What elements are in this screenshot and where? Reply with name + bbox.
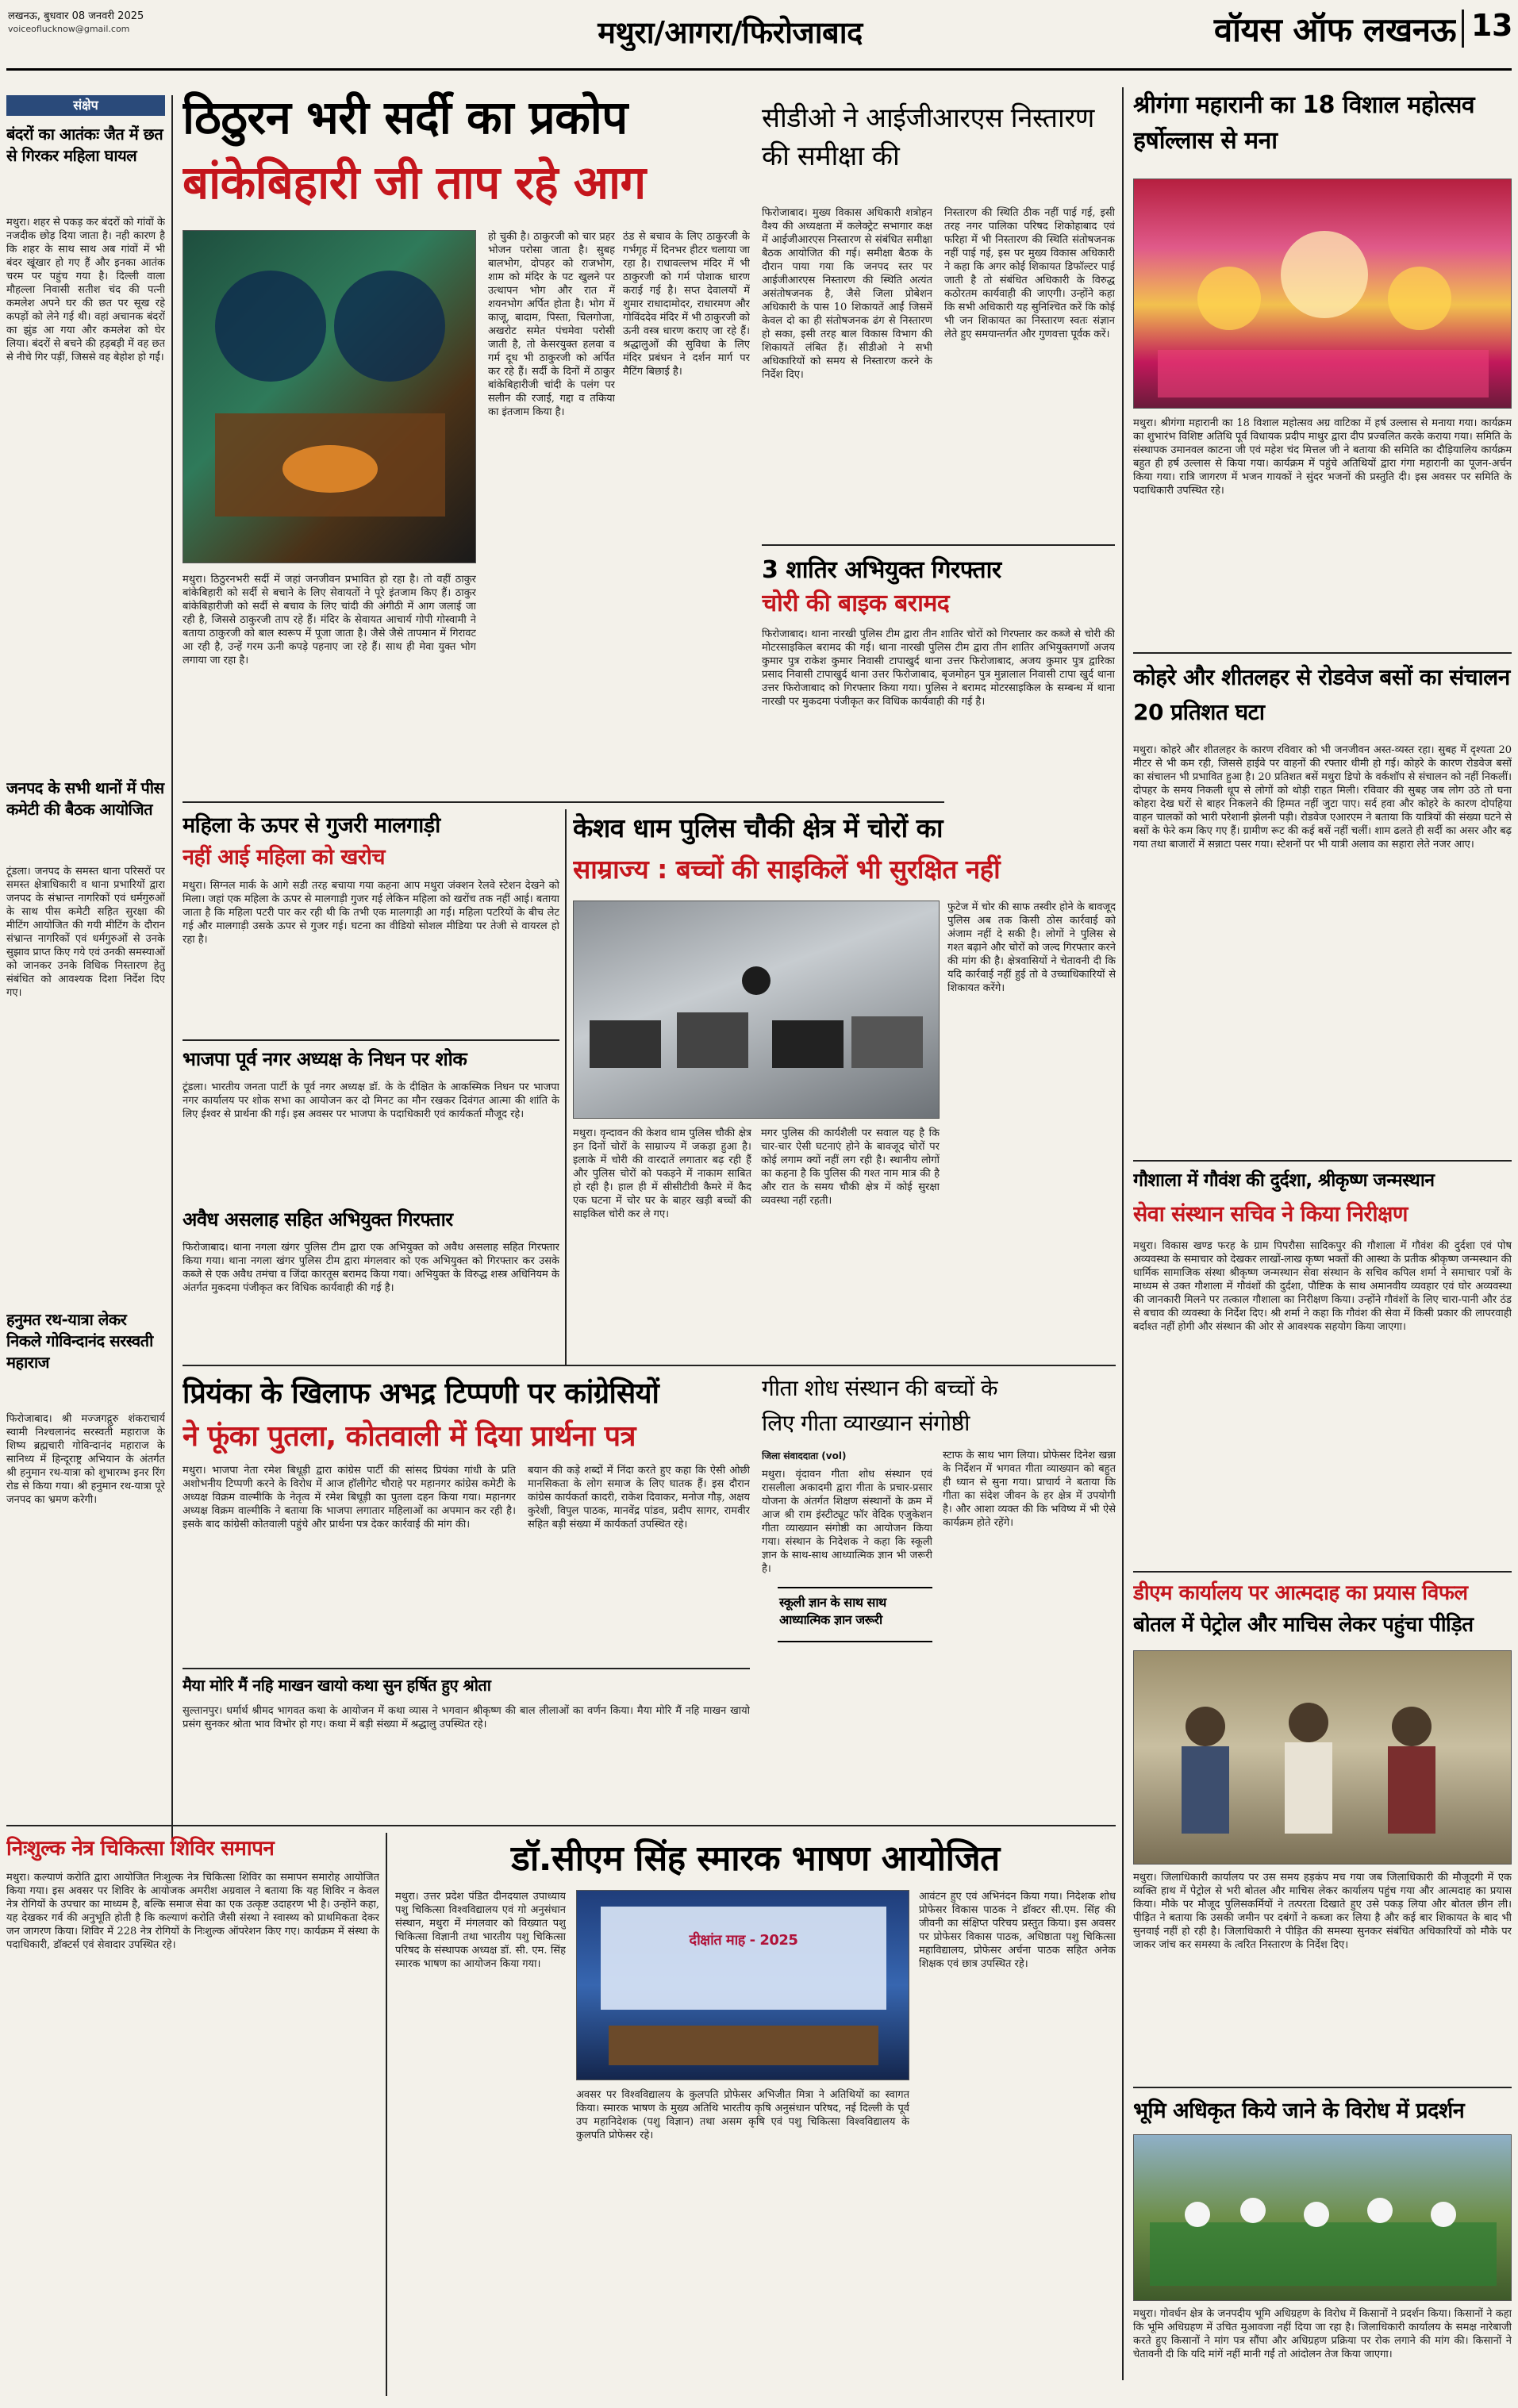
- keshav-photo: [573, 901, 940, 1119]
- brand-logo: वॉयस ऑफ लखनऊ: [1213, 10, 1456, 49]
- land-photo: [1133, 2134, 1512, 2301]
- priyanka-story: [183, 1373, 750, 1666]
- dm-office-head-1: डीएम कार्यालय पर आत्मदाह का प्रयास विफल: [1133, 1581, 1468, 1605]
- weapon-head: अवैध असलाह सहित अभियुक्त गिरफ्तार: [183, 1208, 453, 1231]
- bjp-head: भाजपा पूर्व नगर अध्यक्ष के निधन पर शोक: [183, 1048, 467, 1070]
- sdo-story: [762, 99, 1115, 543]
- lead-body-1: मथुरा। ठिठुरनभरी सर्दी में जहां जनजीवन प्रभावित हो रहा है। तो वहीं ठाकुर बांकेबिहारी को सर्दी से बचाने के लिए सेवायतों ने पूरे इंतजाम किए हैं। ठाकुर बांकेबिहारीजी को सर्दी से बचाव के लिए चांदी की अंगीठी में आग जलाई जा रही है, जिससे ठाकुरजी ताप रहे हैं। मंदिर के सेवायत आचार्य गोपी गोस्वामी ने बताया ठाकुरजी को बाल स्वरूप में पूजा जाता है। जैसे जैसे तापमान में गिरावट आ रही है, उन्हें गरम ऊनी कपड़े पहनाए जा रहे हैं। साथ ही मेवा युक्त भोग लगाया जा रहा है।: [183, 574, 476, 666]
- dm-office-body: मथुरा। जिलाधिकारी कार्यालय पर उस समय हड़कंप मच गया जब जिलाधिकारी की मौजूदगी में एक व्यक्ति हाथ में पेट्रोल से भरी बोतल और माचिस लेकर कार्यालय पहुंच गया और आत्मदाह का प्रयास किया। मौके पर मौजूद पुलिसकर्मियों ने तत्परता दिखाते हुए उसे पकड़ लिया और बोतल छीन ली। पीड़ित ने बताया कि उसकी जमीन पर दबंगों ने कब्जा कर लिया है और कई बार शिकायत के बाद भी सुनवाई नहीं हो रही है। जिलाधिकारी ने पीड़ित की समस्या सुनकर संबंधित अधिकारियों को मौके पर जाकर जांच कर समस्या के त्वरित निस्तारण के निर्देश दिए।: [1133, 1872, 1512, 1951]
- cm-singh-body-3: आवंटन हुए एवं अभिनंदन किया गया। निदेशक शोध प्रोफेसर विकास पाठक ने डॉक्टर सी.एम. सिंह की जीवनी का संक्षिप्त परिचय प्रस्तुत किया। इस अवसर पर प्रोफेसर विकास पाठक, अधिष्ठाता पशु चिकित्सा महाविद्यालय, प्रोफेसर अर्चना पाठक सहित अनेक शिक्षक एवं छात्र उपस्थित रहे।: [919, 1891, 1116, 1970]
- brand-divider: [1462, 10, 1464, 48]
- priyanka-body-2: बयान की कड़े शब्दों में निंदा करते हुए कहा कि ऐसी ओछी मानसिकता के लोग समाज के लिए घातक हैं। इस दौरान कांग्रेस कार्यकर्ता कादरी, राकेश दिवाकर, मनोज गौड़, अक्षय कुरेशी, विपुल पाठक, मानवेंद्र पांडव, प्रदीप सागर, रामवीर सहित बड़ी संख्या में कार्यकर्ता उपस्थित रहे।: [528, 1465, 750, 1530]
- dm-office-story: [1133, 1577, 1512, 2085]
- sdo-body-1: फिरोजाबाद। मुख्य विकास अधिकारी शत्रोहन वैश्य की अध्यक्षता में कलेक्ट्रेट सभागार कक्ष में आईजीआरएस निस्तारण से संबंधित समीक्षा बैठक आयोजित की गई। समीक्षा बैठक के दौरान पाया गया कि जनपद स्तर पर आईजीआरएस निस्तारण की स्थिति अत्यंत असंतोषजनक है, जैसे जिला प्रोबेशन अधिकारी के पास 10 शिकायतें आईं जिसमें केवल दो का ही संतोषजनक ढंग से निस्तारण हो सका, इसी तरह बाल विकास विभाग की शिकायतें लंबित हैं। सीडीओ ने सभी अधिकारियों को समय से निस्तारण करने के निर्देश दिए।: [762, 207, 932, 381]
- sidebar-rule: [171, 95, 173, 1841]
- maiya-body: सुल्तानपुर। धर्मार्थ श्रीमद भागवत कथा के आयोजन में कथा व्यास ने भगवान श्रीकृष्ण की बाल लीलाओं का वर्णन किया। मैया मोरि मैं नहि माखन खायो प्रसंग सुनकर श्रोता भाव विभोर हो गए। कथा में बड़ी संख्या में श्रद्धालु उपस्थित रहे।: [183, 1705, 750, 1730]
- section-title: मथुरा/आगरा/फिरोजाबाद: [598, 15, 863, 50]
- netra-head: निःशुल्क नेत्र चिकित्सा शिविर समापन: [6, 1837, 275, 1861]
- sdo-head: सीडीओ ने आईजीआरएस निस्तारण की समीक्षा की: [762, 102, 1094, 172]
- netra-top-rule: [6, 1825, 1116, 1826]
- dateline: लखनऊ, बुधवार 08 जनवरी 2025: [8, 10, 144, 22]
- gaushala-head-2: सेवा संस्थान सचिव ने किया निरीक्षण: [1133, 1202, 1408, 1227]
- gita-story: [762, 1373, 1116, 1825]
- keshav-body-1: मथुरा। वृन्दावन की केशव धाम पुलिस चौकी क्षेत्र इन दिनों चोरों के साम्राज्य में जकड़ा हुआ है। इलाके में चोरी की वारदातें लगातार बढ़ रही हैं और पुलिस चोरों को पकड़ने में नाकाम साबित हो रही है। हाल ही में सीसीटीवी कैमरे में कैद एक घटना में चोर घर के बाहर खड़ी बच्चों की साइकिल चोरी कर ले गए।: [573, 1127, 751, 1220]
- shri-ganga-head: श्रीगंगा महारानी का 18 विशाल महोत्सव हर्षोल्लास से मना: [1133, 91, 1475, 155]
- shri-ganga-body: मथुरा। श्रीगंगा महारानी का 18 विशाल महोत्सव अग्र वाटिका में हर्ष उल्लास से मनाया गया। कार्यक्रम का शुभारंभ विशिष्ट अतिथि पूर्व विधायक प्रदीप माथुर द्वारा दीप प्रज्वलित करके कराया गया। समिति के संस्थापक उमानवल काटना जी एवं महेश चंद मित्तल जी ने बताया की समिति का दौड़ियालिय कार्यक्रम बहुत ही हर्ष उल्लास से किया गया। कार्यक्रम में पहुंचे अतिथियों द्वारा गंगा महारानी का पूजन-अर्चन किया गया। रात्रि जागरण में भजन गायकों ने सुंदर भजनों की प्रस्तुति दी। इस अवसर पर समिति के पदाधिकारी उपस्थित रहे।: [1133, 417, 1512, 497]
- mid-col-rule: [565, 809, 567, 1365]
- thieves-head-2: चोरी की बाइक बरामद: [762, 590, 950, 617]
- weapon-body: फिरोजाबाद। थाना नगला खंगर पुलिस टीम द्वारा एक अभियुक्त को अवैध असलाह सहित गिरफ्तार किया गया। थाना नगला खंगर पुलिस टीम द्वारा मंगलवार को एक अभियुक्त को गिरफ्तार कर उसके कब्जे से एक अवैध तमंचा व जिंदा कारतूस बरामद किया गया। अभियुक्त के विरुद्ध शस्त्र अधिनियम के अंतर्गत मुकदमा पंजीकृत कर विधिक कार्यवाही की गई है।: [183, 1242, 559, 1294]
- gita-head-1: गीता शोध संस्थान की बच्चों के: [762, 1375, 998, 1401]
- sidebar-s1-head: बंदरों का आतंकः जैत में छत से गिरकर महिला घायल: [6, 125, 163, 165]
- gaushala-rule: [1133, 1571, 1512, 1573]
- weapon-story: [183, 1206, 559, 1365]
- keshav-head-1: केशव धाम पुलिस चौकी क्षेत्र में चोरों का: [573, 812, 943, 843]
- lead-bottom-rule: [183, 801, 944, 803]
- sidebar-s2-head: जनपद के सभी थानों में पीस कमेटी की बैठक आयोजित: [6, 778, 164, 819]
- shri-ganga-photo: [1133, 179, 1512, 409]
- lead-body-2: हो चुकी है। ठाकुरजी को चार प्रहर भोजन परोसा जाता है। सुबह बालभोग, दोपहर को राजभोग, शाम को मंदिर के पट खुलने पर उत्थापन भोग और रात में शयनभोग अर्पित होता है। भोग में काजू, बादाम, पिस्ता, चिलगोजा, अखरोट समेत पंचमेवा परोसी जाती है, तो केसरयुक्त हलवा व गर्म दूध भी ठाकुरजी को अर्पित कर रहे हैं। सर्दी के दिनों में ठाकुर बांकेबिहारीजी चांदी के पलंग पर सलीन की रजाई, गद्दा व तकिया का इंतजाम किया है।: [488, 231, 615, 418]
- gaushala-body: मथुरा। विकास खण्ड फरह के ग्राम पिपरौसा सादिकपुर की गौशाला में गौवंश की दुर्दशा एवं पोष अव्यवस्था के समाचार को देखकर लाखों-लाख कृष्ण भक्तों की आस्था के प्रतीक श्रीकृष्ण जन्मस्थान की धार्मिक सामाजिक संस्था श्रीकृष्ण जन्मस्थान सेवा संस्थान के सचिव कपिल शर्मा ने समाचार पत्रों के माध्यम से उक्त गौशाला में गौवंशों की दुर्दशा, पौष्टिक के साथ अमानवीय व्यवहार एवं घोर अव्यवस्था की जानकारी मिलने पर तत्काल गौशाला का निरीक्षण किया। उन्होंने गौवंशों के लिए चारा-पानी और ठंड से बचाव की व्यवस्था के निर्देश दिए। श्री शर्मा ने कहा कि गौवंश की सेवा में किसी प्रकार की लापरवाही बर्दाश्त नहीं होगी और संस्थान की ओर से आवश्यक सहयोग किया जाएगा।: [1133, 1240, 1512, 1333]
- lead-head-1: ठिठुरन भरी सर्दी का प्रकोप: [183, 90, 628, 144]
- land-body: मथुरा। गोवर्धन क्षेत्र के जनपदीय भूमि अधिग्रहण के विरोध में किसानों ने प्रदर्शन किया। किसानों ने कहा कि भूमि अधिग्रहण में उचित मुआवजा नहीं दिया जा रहा है। जिलाधिकारी कार्यालय के समक्ष नारेबाजी करते हुए किसानों ने मांग पत्र सौंपा और अधिग्रहण प्रक्रिया पर रोक लगाने की मांग की। किसानों ने चेतावनी दी कि यदि मांगें नहीं मानी गईं तो आंदोलन तेज किया जाएगा।: [1133, 2308, 1512, 2360]
- mahila-story: [183, 809, 559, 1039]
- gita-head-2: लिए गीता व्याख्यान संगोष्ठी: [762, 1410, 970, 1436]
- priyanka-rule: [183, 1668, 750, 1669]
- event-banner-image: [577, 1891, 909, 2080]
- keshav-head-2: साम्राज्य : बच्चों की साइकिलें भी सुरक्षित नहीं: [573, 854, 1001, 885]
- thieves-body: फिरोजाबाद। थाना नारखी पुलिस टीम द्वारा तीन शातिर चोरों को गिरफ्तार कर कब्जे से चोरी की मोटरसाइकिल बरामद की गई। थाना नारखी पुलिस टीम द्वारा तीन शातिर अभियुक्तगणों अजय कुमार पुत्र राकेश कुमार निवासी टापाखुर्द थाना उत्तर फिरोजाबाद, अजय कुमार पुत्र द्वारिका प्रसाद निवासी टापाखुर्द थाना उत्तर फिरोजाबाद, बृजमोहन पुत्र मुन्नालाल निवासी टापा खुर्द थाना उत्तर फिरोजाबाद को गिरफ्तार किया गया। पुलिस ने बरामद मोटरसाइकिल के सम्बन्ध में थाना नारखी पर मुकदमा पंजीकृत कर विधिक कार्यवाही की गई है।: [762, 628, 1115, 708]
- gaushala-story: [1133, 1166, 1512, 1571]
- cm-singh-body-2: अवसर पर विश्वविद्यालय के कुलपति प्रोफेसर अभिजीत मित्रा ने अतिथियों का स्वागत किया। स्मारक भाषण के मुख्य अतिथि भारतीय कृषि अनुसंधान परिषद, नई दिल्ली के पूर्व उप महानिदेशक (पशु विज्ञान) तथा असम कृषि एवं पशु चिकित्सा विश्वविद्यालय के कुलपति प्रोफेसर रहे।: [576, 2089, 909, 2141]
- right-col-rule: [1122, 87, 1124, 2380]
- sdo-rule: [762, 544, 1115, 546]
- gita-body-2: स्टाफ के साथ भाग लिया। प्रोफेसर दिनेश खन्ना के निर्देशन में भगवत गीता व्याख्यान को बहुत ही ध्यान से सुना गया। प्राचार्य ने बताया कि गीता का संदेश जीवन के हर क्षेत्र में उपयोगी है। और आशा व्यक्त की कि भविष्य में भी ऐसे कार्यक्रम होते रहेंगे।: [943, 1450, 1116, 1529]
- masthead-rule: [6, 68, 1512, 71]
- masthead: [0, 0, 1518, 71]
- thieves-story: [762, 552, 1115, 794]
- cm-singh-photo: [576, 1890, 909, 2080]
- maiya-head: मैया मोरि मैं नहि माखन खायो कथा सुन हर्षित हुए श्रोता: [183, 1676, 491, 1695]
- cctv-scene-image: [574, 901, 940, 1119]
- cm-singh-story: [395, 1833, 1116, 2400]
- sidebar-s3-body: फिरोजाबाद। श्री मज्जगद्गुरु शंकराचार्य स्वामी निश्चलानंद सरस्वती महाराज के शिष्य ब्रह्मचारी गोविन्दानंद महाराज के सानिध्य में हिन्दूराष्ट्र अभियान के अंतर्गत श्री हनुमान रथ-यात्रा को शुभारम्भ इनर रिंग रोड से किया गया। श्री हनुमान रथ-यात्रा पूरे जनपद का भ्रमण करेगी।: [6, 1413, 165, 1506]
- sdo-body-2: निस्तारण की स्थिति ठीक नहीं पाई गई, इसी तरह नगर पालिका परिषद शिकोहाबाद एवं फरिहा में भी निस्तारण की स्थिति संतोषजनक नहीं पाई गई, इस पर मुख्य विकास अधिकारी ने कहा कि अगर कोई शिकायत डिफॉल्टर पाई जाती है तो संबंधित अधिकारी के विरुद्ध कठोरतम कार्यवाही की जाएगी। उन्होंने कहा कि सभी अधिकारी यह सुनिश्चित करें कि कोई भी जन शिकायत का निस्तारण स्वतः संज्ञान लेते हुए समयान्तर्गत और गुणवत्ता पूर्वक करें।: [944, 207, 1115, 340]
- gita-byline: जिला संवाददाता (vol): [762, 1450, 847, 1461]
- keshav-body-3: फुटेज में चोर की साफ तस्वीर होने के बावजूद पुलिस अब तक किसी ठोस कार्रवाई को अंजाम नहीं दे सकी है। लोगों ने पुलिस से गश्त बढ़ाने और चोरों को जल्द गिरफ्तार करने की मांग की है। क्षेत्रवासियों ने चेतावनी दी कि यदि कार्रवाई नहीं हुई तो वे उच्चाधिकारियों से शिकायत करेंगे।: [947, 901, 1116, 994]
- sidebar-s3-head: हनुमत रथ-यात्रा लेकर निकले गोविन्दानंद सरस्वती महाराज: [6, 1310, 153, 1372]
- fog-body: मथुरा। कोहरे और शीतलहर के कारण रविवार को भी जनजीवन अस्त-व्यस्त रहा। सुबह में दृश्यता 20 मीटर से भी कम रही, जिससे हाईवे पर वाहनों की रफ्तार धीमी हो गई। कोहरे के कारण रोडवेज बसों का संचालन भी प्रभावित हुआ है। 20 प्रतिशत बसें मथुरा डिपो के वर्कशॉप से संचालन को नहीं निकलीं। दोपहर के समय निकली धूप से लोगों को थोड़ी राहत मिली। रविवार की सुबह जब लोग उठे तो घना कोहरा देख घरों से बाहर निकलने की हिम्मत नहीं जुटा पाए। सर्द हवा और कोहरे के कारण दोपहिया वाहन चालकों को भारी परेशानी झेलनी पड़ी। रोडवेज एआरएम ने बताया कि यात्रियों की संख्या घटने से बसों के फेरे कम किए गए हैं। ग्रामीण रूट की कई बसें नहीं चलीं। शाम ढलते ही सर्दी का असर और बढ़ गया तथा बाजारों में सन्नाटा पसर गया। स्टेशनों पर भी यात्री अलाव का सहारा लेते नजर आए।: [1133, 744, 1512, 851]
- lead-head-2: बांकेबिहारी जी ताप रहे आग: [183, 156, 646, 209]
- shri-ganga-story: [1133, 87, 1512, 651]
- flower-decor-image: [1134, 179, 1512, 409]
- dm-office-head-2: बोतल में पेट्रोल और माचिस लेकर पहुंचा पीड़ित: [1133, 1613, 1474, 1637]
- page-number: 13: [1471, 8, 1512, 43]
- lead-body-3: ठंड से बचाव के लिए ठाकुरजी के गर्भगृह में दिनभर हीटर चलाया जा रहा है। राधावल्लभ मंदिर में भी ठाकुरजी को गर्म पोशाक धारण कराई गई है। सप्त देवालयों में शुमार राधादामोदर, राधारमण और गोविंददेव मंदिर में भी ठाकुरजी को ऊनी वस्त्र धारण कराए जा रहे हैं। श्रद्धालुओं की सुविधा के लिए मंदिर प्रबंधन ने दर्शन मार्ग पर मैटिंग बिछाई है।: [623, 231, 750, 378]
- dm-office-photo: [1133, 1650, 1512, 1865]
- keshav-rule: [183, 1365, 1116, 1366]
- email: voiceoflucknow@gmail.com: [8, 24, 130, 34]
- gita-body: मथुरा। वृंदावन गीता शोध संस्थान एवं रासलीला अकादमी द्वारा गीता के प्रचार-प्रसार योजना के अंतर्गत शिक्षण संस्थानों के क्रम में आज श्री राम इंस्टीट्यूट फॉर वेदिक एजुकेशन गीता व्याख्यान संगोष्ठी का आयोजन किया गया। संस्थान के निदेशक ने कहा कि स्कूली ज्ञान के साथ-साथ आध्यात्मिक ज्ञान भी जरूरी है।: [762, 1469, 932, 1575]
- keshav-story: [573, 809, 1116, 1365]
- netra-story: [6, 1833, 379, 2400]
- netra-rule: [386, 1833, 387, 2396]
- priyanka-head-2: ने फूंका पुतला, कोतवाली में दिया प्रार्थना पत्र: [183, 1420, 636, 1453]
- sidebar-s1-body: मथुरा। शहर से पकड़ कर बंदरों को गांवों के नजदीक छोड़ दिया जाता है। नही कारण है कि शहर के साथ साथ अब गांवों में भी बंदर खूंखार हो गए हैं और इनका आतंक चरम पर पहुंच गया है। दिल्ली वाला मौहल्ला निवासी सतीश चंद की पत्नी कमलेश अपने घर की छत पर सूख रहे कपड़ों को लेने गई थी। वहां अचानक बंदरों का झुंड आ गया और कमलेश को घेर लिया। बंदरों से बचने की हड़बड़ी में वह छत से नीचे गिर पड़ीं, जिससे वह बेहोश हो गईं।: [6, 217, 165, 363]
- shri-ganga-rule: [1133, 652, 1512, 654]
- mahila-rule: [183, 1039, 559, 1041]
- cm-singh-body-1: मथुरा। उत्तर प्रदेश पंडित दीनदयाल उपाध्याय पशु चिकित्सा विश्वविद्यालय एवं गो अनुसंधान संस्थान, मथुरा में मंगलवार को विख्यात पशु चिकित्सा विज्ञानी तथा भारतीय पशु चिकित्सा परिषद के संस्थापक अध्यक्ष डॉ. सी. एम. सिंह स्मारक भाषण का आयोजन किया गया।: [395, 1891, 566, 1970]
- cm-singh-head: डॉ.सीएम सिंह स्मारक भाषण आयोजित: [511, 1838, 1000, 1879]
- lead-story: [183, 87, 750, 801]
- priyanka-body-1: मथुरा। भाजपा नेता रमेश बिधूड़ी द्वारा कांग्रेस पार्टी की सांसद प्रियंका गांधी के प्रति अशोभनीय टिप्पणी करने के विरोध में आज हॉलीगेट चौराहे पर महानगर कांग्रेस कमेटी के अध्यक्ष विक्रम वाल्मीकि के नेतृत्व में रमेश बिधूड़ी का पुतला दहन किया गया। महानगर अध्यक्ष विक्रम वाल्मीकि ने बताया कि भाजपा लगातार महिलाओं का अपमान कर रही है। इसके बाद कांग्रेसी कोतवाली पहुंचे और प्रार्थना पत्र देकर कार्रवाई की मांग की।: [183, 1465, 516, 1530]
- fog-rule: [1133, 1160, 1512, 1162]
- sidebar-s2-body: टूंडला। जनपद के समस्त थाना परिसरों पर समस्त क्षेत्राधिकारी व थाना प्रभारियों द्वारा जनपद के संभ्रान्त नागरिकों एवं धर्मगुरुओं के साथ पीस कमेटी सहित सुरक्षा की मीटिंग आयोजित की गयी मीटिंग के दौरान संभ्रान्त नागरिकों एवं धर्मगुरुओं से उनके सुझाव प्राप्त किए गये एवं उनकी समस्याओं को जानकर उनके विधिक निस्तारण हेतु संबंधित को आवश्यक दिशा निर्देश दिए गए।: [6, 866, 165, 999]
- lead-photo: [183, 230, 476, 563]
- mahila-head-2: नहीं आई महिला को खरोच: [183, 845, 386, 870]
- mahila-head-1: महिला के ऊपर से गुजरी मालगाड़ी: [183, 813, 440, 838]
- gaushala-head-1: गौशाला में गौवंश की दुर्दशा, श्रीकृष्ण जन्मस्थान: [1133, 1170, 1435, 1191]
- mahila-body: मथुरा। सिग्नल मार्क के आगे सडी तरह बचाया गया कहना आप मथुरा जंक्शन रेलवे स्टेशन देखने को मिला। जहां एक महिला के ऊपर से मालगाड़ी गुजर गई लेकिन महिला को खरोंच तक नहीं आई। बताया जाता है कि महिला पटरी पार कर रही थी कि तभी एक मालगाड़ी आ गई। महिला पटरियों के बीच लेट गई और मालगाड़ी उसके ऊपर से गुजर गई। घटना का वीडियो सोशल मीडिया पर तेजी से वायरल हो रहा है।: [183, 880, 559, 946]
- sidebar-label: संक्षेप: [6, 95, 165, 116]
- land-head: भूमि अधिकृत किये जाने के विरोध में प्रदर्शन: [1133, 2099, 1465, 2123]
- keshav-body-2: मगर पुलिस की कार्यशैली पर सवाल यह है कि चार-चार ऐसी घटनाएं होने के बावजूद चोरों पर कोई लगाम क्यों नहीं लग रही है। स्थानीय लोगों का कहना है कि पुलिस की गश्त नाम मात्र की है और रात के समय चौकी क्षेत्र में कोई सुरक्षा व्यवस्था नहीं रहती।: [761, 1127, 940, 1207]
- priyanka-head-1: प्रियंका के खिलाफ अभद्र टिप्पणी पर कांग्रेसियों: [183, 1377, 659, 1410]
- bjp-story: [183, 1046, 559, 1204]
- land-story: [1133, 2095, 1512, 2404]
- fog-story: [1133, 660, 1512, 1160]
- people-image: [1134, 1651, 1512, 1865]
- deity-image: [183, 231, 476, 563]
- cm-singh-banner-title: दीक्षांत माह - 2025: [689, 1932, 798, 1949]
- maiya-story: [183, 1674, 750, 1817]
- sidebar: [6, 95, 165, 1468]
- gita-callout: स्कूली ज्ञान के साथ साथ आध्यात्मिक ज्ञान जरूरी: [778, 1587, 932, 1642]
- dm-rule: [1133, 2087, 1512, 2088]
- thieves-head-1: 3 शातिर अभियुक्त गिरफ्तार: [762, 556, 1001, 584]
- protest-image: [1134, 2135, 1512, 2301]
- netra-body: मथुरा। कल्याणं करोति द्वारा आयोजित निःशुल्क नेत्र चिकित्सा शिविर का समापन समारोह आयोजित किया गया। इस अवसर पर शिविर के आयोजक अमरीश अग्रवाल ने बताया कि यह शिविर न केवल नेत्र रोगियों के उपचार का माध्यम है, बल्कि समाज सेवा का एक उत्कृष्ट उदाहरण भी है। उन्होंने कहा, यह देखकर गर्व की अनुभूति होती है कि कल्याणं करोति जैसी संस्था ने स्वास्थ्य को प्राथमिकता देकर जन जागरण किया। शिविर में 228 नेत्र रोगियों के निःशुल्क ऑपरेशन किए गए। कार्यक्रम में संस्था के पदाधिकारी, डॉक्टर्स एवं सेवादार उपस्थित रहे।: [6, 1872, 379, 1951]
- bjp-body: टूंडला। भारतीय जनता पार्टी के पूर्व नगर अध्यक्ष डॉ. के के दीक्षित के आकस्मिक निधन पर भाजपा नगर कार्यालय पर शोक सभा का आयोजन कर दो मिनट का मौन रखकर दिवंगत आत्मा की शांति के लिए ईश्वर से प्रार्थना की गई। इस अवसर पर भाजपा के पदाधिकारी एवं कार्यकर्ता मौजूद रहे।: [183, 1081, 559, 1120]
- fog-head: कोहरे और शीतलहर से रोडवेज बसों का संचालन 20 प्रतिशत घटा: [1133, 664, 1510, 725]
